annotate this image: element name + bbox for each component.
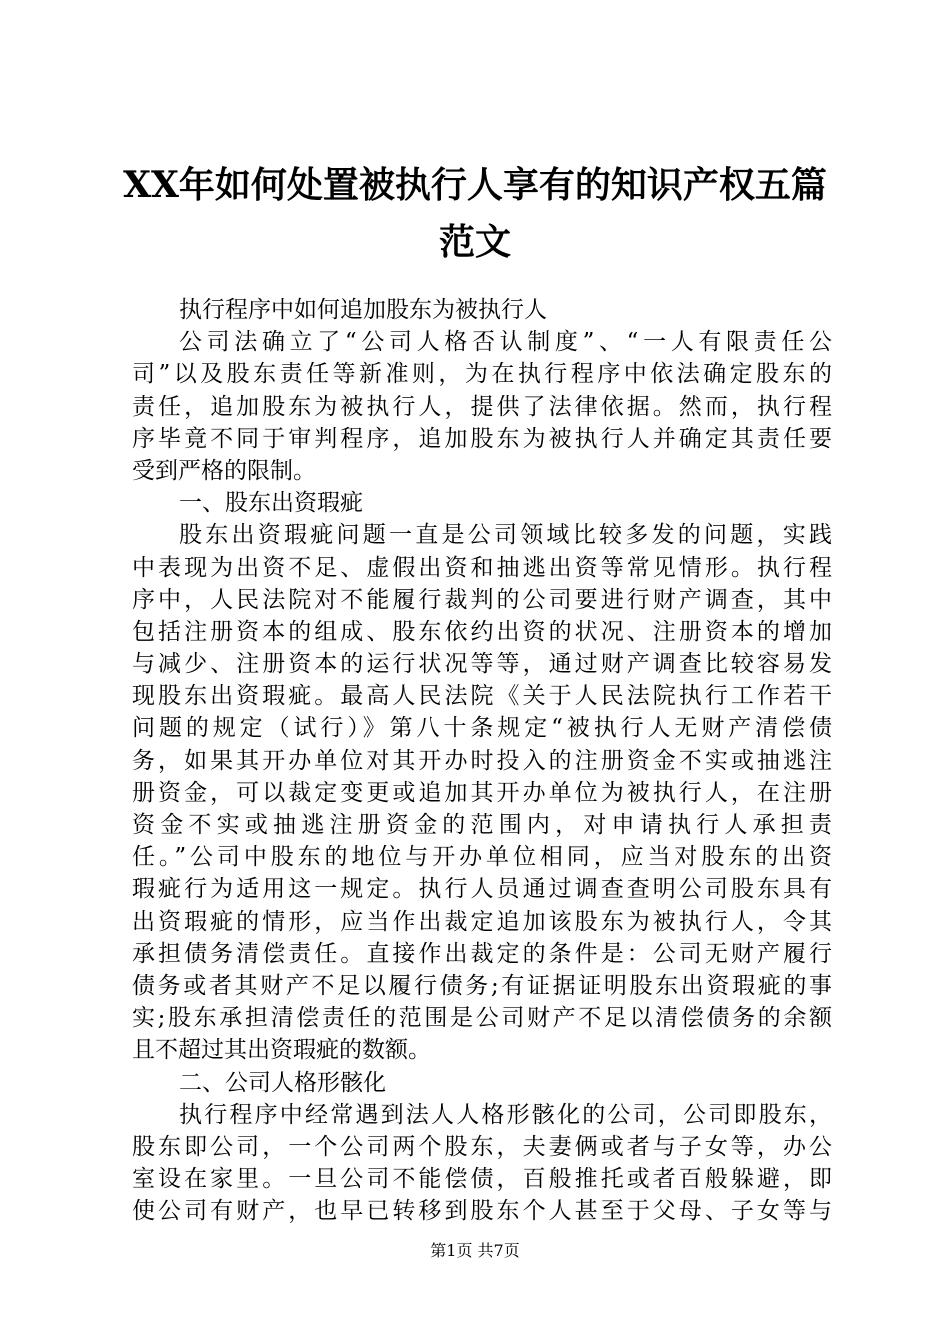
text-line: 司”以及股东责任等新准则，为在执行程序中依法确定股东的 (132, 361, 832, 388)
text-line: 现股东出资瑕疵。最高人民法院《关于人民法院执行工作若干 (132, 683, 832, 710)
text-line: 出资瑕疵的情形，应当作出裁定追加该股东为被执行人，令其 (132, 908, 832, 935)
text-line: 室设在家里。一旦公司不能偿债，百般推托或者百般躲避，即 (132, 1166, 832, 1193)
document-title-line1: XX年如何处置被执行人享有的知识产权五篇 (123, 164, 827, 206)
page-number-footer: 第1页 共7页 (430, 1241, 520, 1260)
text-line: 序中，人民法院对不能履行裁判的公司要进行财产调查，其中 (132, 586, 832, 613)
text-line: 责任，追加股东为被执行人，提供了法律依据。然而，执行程 (132, 393, 832, 420)
text-line: 序毕竟不同于审判程序，追加股东为被执行人并确定其责任要 (132, 425, 832, 452)
text-line: 任。”公司中股东的地位与开办单位相同，应当对股东的出资 (132, 844, 832, 871)
text-line: 问题的规定（试行）》第八十条规定“被执行人无财产清偿债 (132, 715, 832, 742)
text-line: 资金不实或抽逃注册资金的范围内，对申请执行人承担责 (132, 812, 832, 838)
section-heading: 二、公司人格形骸化 (179, 1069, 386, 1096)
text-line: 与减少、注册资本的运行状况等等，通过财产调查比较容易发 (132, 651, 832, 678)
paragraph-heading: 执行程序中如何追加股东为被执行人 (179, 297, 547, 323)
text-line: 实;股东承担清偿责任的范围是公司财产不足以清偿债务的余额 (132, 1005, 832, 1032)
text-line: 包括注册资本的组成、股东依约出资的状况、注册资本的增加 (132, 618, 832, 645)
text-line: 承担债务清偿责任。直接作出裁定的条件是：公司无财产履行 (132, 940, 832, 967)
text-line: 债务或者其财产不足以履行债务;有证据证明股东出资瑕疵的事 (132, 972, 832, 999)
document-body (132, 294, 832, 1227)
text-line: 中表现为出资不足、虚假出资和抽逃出资等常见情形。执行程 (132, 554, 832, 581)
text-line: 册资金，可以裁定变更或追加其开办单位为被执行人，在注册 (132, 779, 832, 806)
text-line: 公司法确立了“公司人格否认制度”、“一人有限责任公 (179, 329, 832, 356)
section-heading: 一、股东出资瑕疵 (179, 490, 363, 517)
text-line: 瑕疵行为适用这一规定。执行人员通过调查查明公司股东具有 (132, 876, 832, 903)
document-title-line2: 范文 (438, 221, 511, 263)
text-line: 股东出资瑕疵问题一直是公司领域比较多发的问题，实践 (179, 522, 832, 549)
text-line: 使公司有财产，也早已转移到股东个人甚至于父母、子女等与 (132, 1198, 832, 1225)
text-line: 受到严格的限制。 (132, 457, 316, 484)
text-line: 股东即公司，一个公司两个股东，夫妻俩或者与子女等，办公 (132, 1133, 832, 1160)
text-line: 执行程序中经常遇到法人人格形骸化的公司，公司即股东， (179, 1101, 832, 1128)
text-line: 务，如果其开办单位对其开办时投入的注册资金不实或抽逃注 (132, 747, 832, 774)
text-line: 且不超过其出资瑕疵的数额。 (132, 1037, 431, 1064)
